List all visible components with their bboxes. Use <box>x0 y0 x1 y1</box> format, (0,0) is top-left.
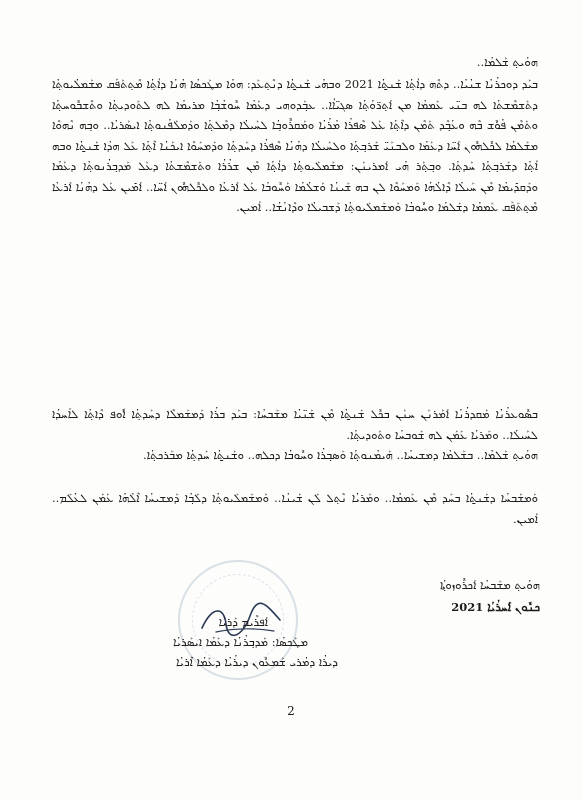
signature-block <box>88 612 338 672</box>
closing-block <box>440 574 540 618</box>
page-number: 2 <box>287 704 295 718</box>
greeting: ܗܘܳܝܬ݂ ܫܰܠܡܳܐ.. <box>476 55 538 69</box>
signer-organization: ܕܝܪܳܐ ܕܡܳܪܝ ܫܰܡܥܽܘܢ ܕܝܪܳܝܳܐ ܕܥܰܡܳܐ ܐܶܪܝܳܐ <box>176 655 338 669</box>
body-paragraph-2: ܒܣܽܘܥܪܳܢܳܐ ܡܰܩܕܪܳܢܳܐ ܐܰܡܰܪܢܰܢ ܚܢܰܢ ܒܟܽܠ ܫܰܢ̱ܬ݂ܳܐ ܡܶܢ ܫܰܢ̈ܝܳܐ ܡܫܰܒܚܳܐ: ܒܝܰܕ ܒܪܳܐ ܕܰܡܫܰܡܠܶܐ ܕܚܰܕܬ݂ܳܐ ܐܽܘܦ ܕܶܐܬ݂ܳܐ ܠܐܰܚܕܳܐ ܠܚܰܝܠܳܐ.. ܘܡܰܪܝܳܐ ܥܰܡܰܢ ܠܗ ܫܰܘܒܚܳܐ ܘܬܰܘܕܝܬ݂ܳܐ. <box>52 407 538 442</box>
closing-date: ܟܢܽܘܢ ܐܰܚܪܳܝܳܐ 2021 <box>451 600 540 614</box>
body-paragraph-3: ܗܘܳܝܬ݂ ܫܰܠܡܳܐ.. ܒܫܰܠܡܳܐ ܕܡܫܝܚܳܐ.. ܗܰܝܡܳܢܘܬ݂ܳܐ ܘܰܣܒ݂ܪܳܐ ܘܚܽܘܒܳܐ ܕܟܠܗ.. ܘܫܰܢ̱ܬ݂ܳܐ ܚܰܕܬ݂ܳܐ ܡܒܰܪܟܬ݂ܳܐ. <box>143 448 538 462</box>
signer-title: ܡܛܰܟܣܳܐ: ܡܰܕܒ݂ܪܳܢܳܐ ܕܥܰܡܳܐ ܐܝܣܰܪܝܳܐ <box>173 635 308 649</box>
signer-name: ܐܰܦܪܶܝܡ ܕܰܪܝܳܐ <box>218 615 268 629</box>
closing-place: ܗܘܳܝܬ݂ ܡܫܰܒܚܳܐ ܐܰܟܪܽܘܙܘܬ݂ܳܐ <box>439 578 540 592</box>
body-paragraph-1: ܒܝܰܕ ܕܘܟܪܳܢܳܐ ܫܢܳܝܳܐ.. ܕܬܶܗ ܕܐܳܬ݂ܳܐ ܫܰܢ̱ܬ݂ܳܐ 2021 ܘܒܗܳܝ ܫܰܢ̱ܬ݂ܳܐ ܕܢܶܬ݂ܥܰܕ: ܗܘܳܐ ܡܛܰܟܣܳܐ ܗܳܢܳܐ ܕܐܳܬ݂ܳܐ ܡܶܬ݂ܬܰܦܰܩ ܡܫܰܡܠܳܝܘܬ݂ܳܐ ܕܬܰܫܡܶܫܬܳܐ ܠܗ ܒܢ̈ܝ ܥܰܡܡܳܐ ܡܢ ܐܰܬ݂ܪ̈ܘܳܬ݂ܳܐ ܣܓܝ̈ܐܳܐ.. ܥܒ݂ܰܕܘܗܝ ܕܥܰܡܳܐ ܚܽܘܫܳܒ݂ܳܐ ܡܪܝܡܳܐ ܠܗ ܠܬܰܘܕܝܬ݂ܳܐ ܘܬܶܫܒܽܘܚܬ݂ܳܐ ܘܬܰܡܶܢ ܦܳܘܽܫ ܒܶܗ ܘܥܳܒ݂ܶܕ ܬܰܡܶܢ ܕܐܶܬ݂ܳܐ ܥܰܠ ܣܶܦܪܳܐ ܡܳܪܳܝܳܐ ܘܡܰܩܪܽܘܒ݂ܳܐ ܠܚܰܝܠܳܐ ܕܡܶܠܬ݂ܳܐ ܘܕܰܡܠܰܦܳܢܘܬ݂ܳܐ ܐܝܣܰܪܝܳܐ.. ܘܒ݂ܗ ܢܶܗܘܶܐ ܡܫܰܠܡܳܐ ܠܟܽܠܗܽܘܢ ܐܰܚ̈ܐ ܕܥܰܡܳܐ ܘܠܒܢܰܝ̈ ܫܰܪܒ݂ܬ݂ܳܐ ܘܠܚܰܝܠܳܐ ܕܗܳܢܳܐ ܣܶܦܪܳܐ ܕܚܰܕܬ݂ܳܐ ܘܕܰܡܚܰܘܶܐ ܐܝܟܰܢܳܐ ܐܶܬ݂ܳܐ ܥܰܠ ܗܕܳܐ ܫܰܢ̱ܬ݂ܳܐ ܘܒܗ ܐܳܬ݂ܳܐ ܕܫܰܪܒ݂ܬ݂ܳܐ ܚܰܕܬ݂ܳܐ. ܘܒ݂ܬ݂ܰܪ ܗܳܝ ܐܰܡܪܝܢܰܢ: ܡܫܰܡܠܰܝܘܬ݂ܳܐ ܕܐܳܬ݂ܳܐ ܡܶܢ ܫܪܳܪܳܐ ܘܬܰܫܡܶܫܬܳܐ ܕܥܰܠ ܡܰܕܒ݂ܪܳܢܘܬ݂ܳܐ ܕܥܰܡܳܐ ܘܕܰܩܕܺܝܡܳܐ ܡܶܢ ܚܰܝܠܳܐ ܕܶܐܠܳܗܳܐ ܘܰܡܚܰܘܶܐ ܠܢ ܒܗ ܫܰܝܢܳܐ ܘܰܫܠܳܡܳܐ ܘܰܚܽܘܒܳܐ ܥܰܠ ܐܰܪܥܳܐ ܘܠܟܽܠܗܽܘܢ ܐܰܚ̈ܐ.. ܐܰܡܺܝܢ ܥܰܠ ܕܗܳܢܳܐ ܐܰܪܥܳܐ ܡܶܬ݂ܬܰܦܰܩ ܥܰܡܡܳܐ ܕܫܰܠܡܳܐ ܘܚܽܘܒܳܐ ܘܰܡܫܰܡܠܰܝܘܬ݂ܳܐ ܕܰܫܒܝܠܳܐ ܘܕܶܐܢܳܫܳܐ.. ܐܳܡܝܢ. <box>52 77 538 214</box>
body-paragraph-4: ܘܰܡܫܰܒܚܳܐ ܕܫܰܢ̱ܬ݂ܳܐ ܒܚܰܕ ܡܶܢ ܥܰܡܡܳܐ.. ܘܡܰܪܝܳܐ ܢܶܬ݂ܠ ܠܰܢ ܫܰܝܢܳܐ.. ܘܰܡܫܰܡܠܰܝܘܬ݂ܳܐ ܕܠܰܒ݂ܳܐ ܕܰܡܫܝܚܳܐ ܐܶܠܳܗܳܐ ܥܰܡܰܢ ܠܥܳܠܰܡ.. ܐܳܡܝܢ. <box>52 491 538 526</box>
